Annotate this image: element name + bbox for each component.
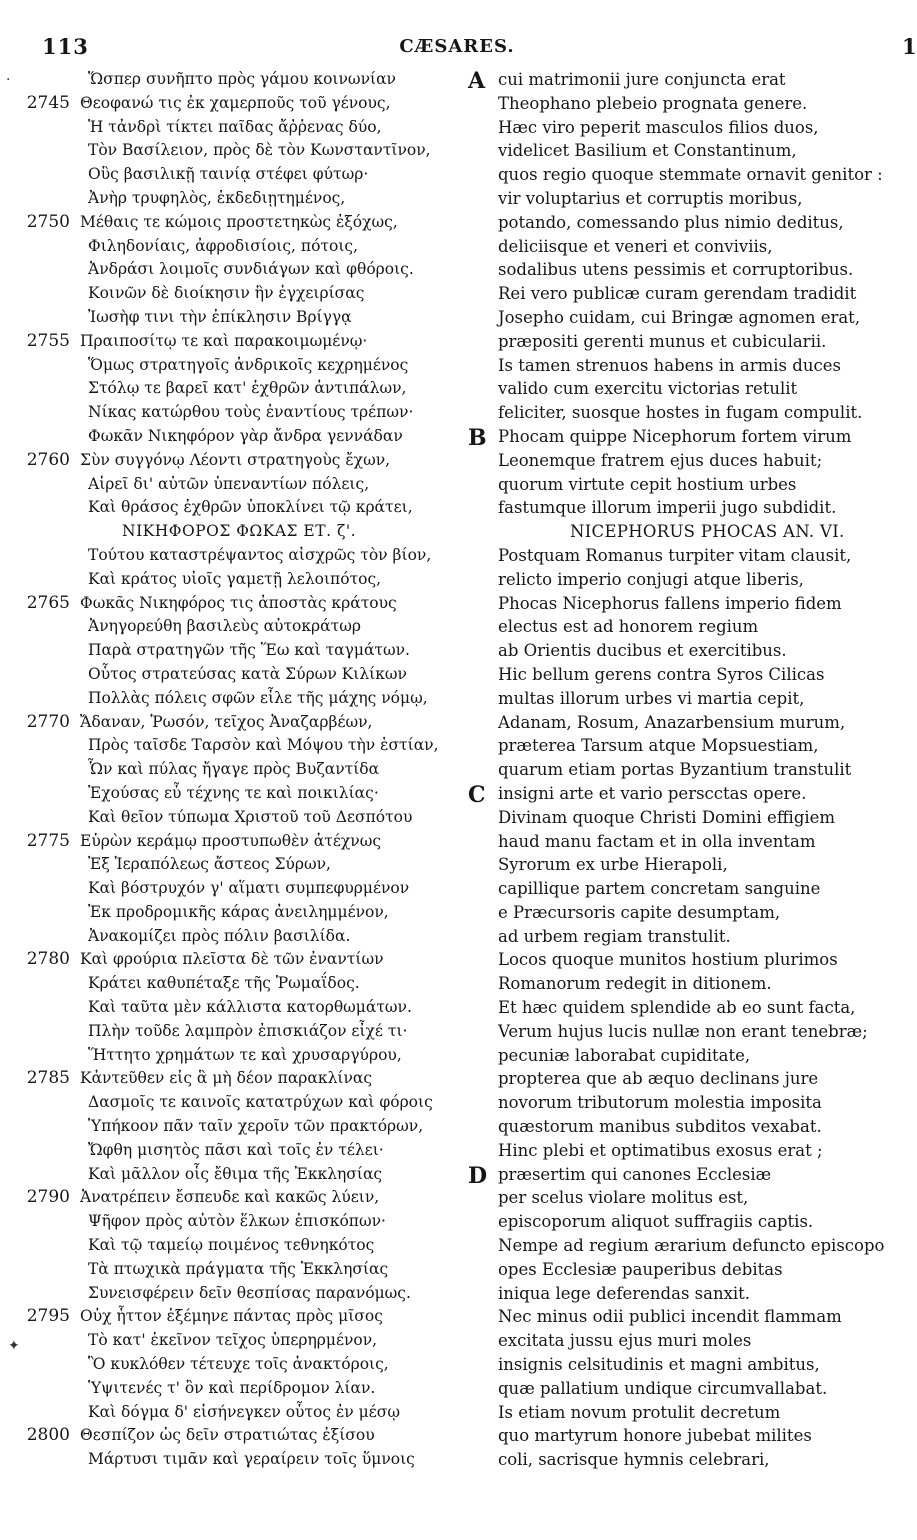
- latin-verse-text: ad urbem regiam transtulit.: [498, 926, 731, 946]
- greek-verse-text: Φωκᾶν Νικηφόρον γὰρ ἄνδρα γεννάδαν: [88, 426, 403, 445]
- latin-verse-line: [478, 972, 914, 996]
- latin-verse-text: Theophano plebeio prognata genere.: [498, 93, 808, 113]
- greek-verse-text: Φιληδονίαις, ἀφροδισίοις, πότοις,: [88, 236, 359, 255]
- latin-verse-line: [478, 258, 914, 282]
- section-letter: B: [468, 424, 487, 451]
- latin-verse-text: Divinam quoque Christi Domini effigiem: [498, 807, 836, 827]
- latin-verse-text: Nempe ad regium ærarium defuncto episcopo: [498, 1236, 885, 1256]
- greek-verse-text: Ἀνακομίζει πρὸς πόλιν βασιλίδα.: [88, 926, 351, 945]
- latin-verse-line: [468, 424, 914, 451]
- latin-verse-text: electus est ad honorem regium: [498, 617, 759, 637]
- greek-verse-line: [0, 830, 470, 854]
- latin-verse-text: potando, comessando plus nimio deditus,: [498, 212, 844, 232]
- greek-verse-line: [0, 1234, 470, 1258]
- latin-verse-line: [478, 377, 914, 401]
- latin-verse-text: sodalibus utens pessimis et corruptoribus.: [498, 260, 854, 280]
- latin-verse-line: [478, 1139, 914, 1163]
- latin-verse-text: multas illorum urbes vi martia cepit,: [498, 688, 805, 708]
- latin-verse-text: Is etiam novum protulit decretum: [498, 1402, 781, 1422]
- latin-verse-line: [478, 711, 914, 735]
- latin-verse-line: [478, 1186, 914, 1210]
- greek-verse-text: Ἀνδράσι λοιμοῖς συνδιάγων καὶ φθόροις.: [88, 260, 414, 279]
- latin-verse-text: cui matrimonii jure conjuncta erat: [498, 70, 786, 89]
- greek-verse-line: [0, 306, 470, 330]
- greek-verse-text: Καὶ θράσος ἐχθρῶν ὑποκλίνει τῷ κράτει,: [88, 498, 413, 517]
- greek-verse-line: [0, 1401, 470, 1425]
- latin-verse-line: [478, 853, 914, 877]
- verse-number: 2755: [26, 330, 70, 351]
- latin-verse-text: Verum hujus lucis nullæ non erant tenebræ;: [498, 1021, 868, 1041]
- latin-verse-line: [478, 615, 914, 639]
- latin-verse-line: [478, 1234, 914, 1258]
- latin-verse-text: quo martyrum honore jubebat milites: [498, 1426, 812, 1446]
- latin-verse-line: [478, 92, 914, 116]
- latin-verse-line: [478, 544, 914, 568]
- latin-verse-line: [478, 1282, 914, 1306]
- latin-verse-text: quarum etiam portas Byzantium transtulit: [498, 760, 852, 780]
- margin-mark: ·: [6, 72, 11, 88]
- greek-verse-text: Ὧν καὶ πύλας ἤγαγε πρὸς Βυζαντίδα: [88, 760, 380, 779]
- greek-verse-line: [0, 1329, 470, 1353]
- greek-verse-text: Ἀνηγορεύθη βασιλεὺς αὐτοκράτωρ: [88, 617, 361, 636]
- greek-verse-line: [0, 92, 470, 116]
- greek-verse-text: Καὶ φρούρια πλεῖστα δὲ τῶν ἐναντίων: [80, 950, 384, 969]
- greek-verse-text: Πραιποσίτῳ τε καὶ παρακοιμωμένῳ·: [80, 331, 368, 350]
- latin-verse-line: [468, 68, 914, 94]
- greek-verse-text: Ἐκ προδρομικῆς κάρας ἀνειλημμένον,: [88, 902, 389, 921]
- greek-verse-line: [0, 687, 470, 711]
- greek-verse-line: [0, 1377, 470, 1401]
- latin-verse-text: fastumque illorum imperii jugo subdidit.: [498, 498, 837, 518]
- greek-verse-text: Σὺν συγγόνῳ Λέοντι στρατηγοὺς ἔχων,: [80, 450, 391, 469]
- greek-verse-text: Ὑψιτενές τ' ὂν καὶ περίδρομον λίαν.: [88, 1378, 376, 1397]
- latin-verse-text: quorum virtute cepit hostium urbes: [498, 474, 797, 494]
- greek-verse-text: Καὶ ταῦτα μὲν κάλλιστα κατορθωμάτων.: [88, 998, 412, 1017]
- latin-verse-text: Hinc plebi et optimatibus exosus erat ;: [498, 1140, 823, 1160]
- latin-verse-line: [478, 520, 914, 544]
- greek-verse-text: Μάρτυσι τιμᾶν καὶ γεραίρειν τοῖς ὕμνοις: [88, 1450, 415, 1469]
- greek-verse-line: [0, 639, 470, 663]
- latin-verse-line: [468, 781, 914, 808]
- greek-verse-text: Ὑπήκοον πᾶν ταῖν χεροῖν τῶν πρακτόρων,: [88, 1117, 424, 1136]
- section-heading-latin: NICEPHORUS PHOCAS AN. VI.: [570, 522, 845, 542]
- latin-verse-text: deliciisque et veneri et conviviis,: [498, 236, 773, 256]
- section-letter: D: [468, 1162, 488, 1189]
- greek-verse-text: Ψῆφον πρὸς αὐτὸν ἕλκων ἐπισκόπων·: [88, 1212, 386, 1231]
- greek-verse-line: [0, 758, 470, 782]
- latin-verse-line: [478, 806, 914, 830]
- greek-verse-line: [0, 948, 470, 972]
- verse-number: 2750: [26, 211, 70, 232]
- latin-verse-line: [478, 639, 914, 663]
- greek-verse-line: [0, 711, 470, 735]
- greek-verse-line: [0, 116, 470, 140]
- greek-verse-text: Τὰ πτωχικὰ πράγματα τῆς Ἐκκλησίας: [88, 1259, 389, 1278]
- page-header: [0, 30, 917, 60]
- latin-verse-text: opes Ecclesiæ pauperibus debitas: [498, 1259, 783, 1279]
- latin-verse-text: e Præcursoris capite desumptam,: [498, 902, 781, 922]
- latin-verse-text: videlicet Basilium et Constantinum,: [498, 141, 797, 161]
- greek-verse-text: Στόλῳ τε βαρεῖ κατ' ἐχθρῶν ἀντιπάλων,: [88, 379, 407, 398]
- latin-verse-line: [478, 663, 914, 687]
- greek-verse-text: Ἄδαναν, Ῥωσόν, τεῖχος Ἀναζαρβέων,: [80, 712, 373, 731]
- latin-verse-line: [478, 996, 914, 1020]
- verse-number: 2790: [26, 1187, 70, 1208]
- latin-verse-line: [478, 330, 914, 354]
- latin-verse-text: excitata jussu ejus muri moles: [498, 1331, 752, 1351]
- greek-verse-line: [0, 330, 470, 354]
- latin-verse-line: [478, 1091, 914, 1115]
- greek-verse-text: Ἀνὴρ τρυφηλὸς, ἐκδεδιῃτημένος,: [88, 188, 346, 207]
- latin-verse-text: quæstorum manibus subditos vexabat.: [498, 1117, 822, 1137]
- greek-verse-line: [0, 211, 470, 235]
- latin-verse-text: Hæc viro peperit masculos filios duos,: [498, 117, 819, 137]
- latin-verse-line: [478, 1305, 914, 1329]
- greek-verse-text: Ὃ κυκλόθεν τέτευχε τοῖς ἀνακτόροις,: [88, 1355, 389, 1374]
- greek-verse-text: Τὸν Βασίλειον, πρὸς δὲ τὸν Κωνσταντῖνον,: [88, 141, 431, 160]
- greek-verse-line: [0, 877, 470, 901]
- latin-verse-text: iniqua lege deferendas sanxit.: [498, 1283, 751, 1303]
- latin-verse-text: Adanam, Rosum, Anazarbensium murum,: [498, 712, 846, 732]
- greek-verse-text: Ἐξ Ἱεραπόλεως ἄστεος Σύρων,: [88, 855, 331, 874]
- greek-verse-text: Ἡ τἀνδρὶ τίκτει παῖδας ἄῤῥενας δύο,: [88, 117, 382, 136]
- greek-verse-line: [0, 782, 470, 806]
- greek-verse-text: Πολλὰς πόλεις σφῶν εἷλε τῆς μάχης νόμῳ,: [88, 688, 428, 707]
- latin-verse-line: [478, 901, 914, 925]
- greek-verse-line: [0, 139, 470, 163]
- latin-verse-text: capillique partem concretam sanguine: [498, 879, 821, 899]
- greek-verse-line: [0, 663, 470, 687]
- greek-verse-text: Θεσπίζον ὡς δεῖν στρατιώτας ἐξίσου: [80, 1426, 375, 1445]
- verse-number: 2760: [26, 449, 70, 470]
- greek-verse-line: [0, 1163, 470, 1187]
- latin-verse-line: [478, 830, 914, 854]
- greek-verse-line: [0, 996, 470, 1020]
- greek-verse-text: Κἀντεῦθεν εἰς ἃ μὴ δέον παρακλίνας: [80, 1069, 373, 1088]
- greek-verse-line: [0, 235, 470, 259]
- latin-verse-line: [478, 449, 914, 473]
- edge-mark: 1: [902, 34, 917, 59]
- greek-verse-line: [0, 615, 470, 639]
- latin-verse-line: [478, 758, 914, 782]
- latin-verse-line: [478, 1067, 914, 1091]
- latin-verse-line: [478, 282, 914, 306]
- greek-verse-line: [0, 1091, 470, 1115]
- greek-verse-text: Θεοφανώ τις ἐκ χαμερποῦς τοῦ γένους,: [80, 93, 391, 112]
- latin-verse-line: [478, 1329, 914, 1353]
- latin-text-column: [468, 68, 914, 1472]
- greek-verse-line: [0, 1186, 470, 1210]
- latin-verse-text: Syrorum ex urbe Hierapoli,: [498, 855, 728, 875]
- greek-verse-line: [0, 1139, 470, 1163]
- greek-verse-line: [0, 520, 470, 544]
- latin-verse-text: propterea que ab æquo declinans jure: [498, 1069, 819, 1089]
- latin-verse-line: [478, 1353, 914, 1377]
- greek-verse-line: [0, 1210, 470, 1234]
- greek-verse-line: [0, 449, 470, 473]
- latin-verse-text: quæ pallatium undique circumvallabat.: [498, 1378, 828, 1398]
- latin-verse-text: Is tamen strenuos habens in armis duces: [498, 355, 841, 375]
- greek-verse-line: [0, 425, 470, 449]
- greek-verse-line: [0, 258, 470, 282]
- greek-verse-text: Ἐχούσας εὖ τέχνης τε καὶ ποικιλίας·: [88, 783, 379, 802]
- latin-verse-text: Postquam Romanus turpiter vitam clausit,: [498, 545, 852, 565]
- verse-number: 2795: [26, 1306, 70, 1327]
- latin-verse-line: [478, 1424, 914, 1448]
- latin-verse-line: [478, 401, 914, 425]
- greek-verse-line: [0, 544, 470, 568]
- greek-verse-text: Παρὰ στρατηγῶν τῆς Ἕω καὶ ταγμάτων.: [88, 641, 410, 660]
- greek-verse-line: [0, 163, 470, 187]
- greek-verse-text: Ὤφθη μισητὸς πᾶσι καὶ τοῖς ἐν τέλει·: [88, 1140, 384, 1159]
- running-title: CÆSARES.: [399, 36, 515, 57]
- latin-verse-line: [478, 473, 914, 497]
- greek-verse-line: [0, 1282, 470, 1306]
- greek-verse-text: Οὐχ ἧττον ἐξέμηνε πάντας πρὸς μῖσος: [80, 1307, 383, 1326]
- greek-verse-text: Νίκας κατώρθου τοὺς ἐναντίους τρέπων·: [88, 403, 414, 422]
- greek-verse-text: Τὸ κατ' ἐκεῖνον τεῖχος ὑπερηρμένον,: [88, 1331, 378, 1350]
- margin-mark: ✦: [8, 1338, 20, 1354]
- latin-verse-text: per scelus violare molitus est,: [498, 1188, 749, 1208]
- latin-verse-line: [478, 925, 914, 949]
- latin-verse-text: Phocas Nicephorus fallens imperio fidem: [498, 593, 842, 613]
- latin-verse-text: novorum tributorum molestia imposita: [498, 1093, 822, 1113]
- greek-verse-text: Οὓς βασιλικῇ ταινίᾳ στέφει φύτωρ·: [88, 165, 369, 184]
- greek-verse-line: [0, 592, 470, 616]
- greek-verse-text: Ὅμως στρατηγοῖς ἀνδρικοῖς κεχρημένος: [88, 355, 409, 374]
- verse-number: 2785: [26, 1068, 70, 1089]
- latin-verse-line: [478, 1448, 914, 1472]
- greek-verse-text: Ὥσπερ συνῆπτο πρὸς γάμου κοινωνίαν: [88, 70, 396, 88]
- latin-verse-text: coli, sacrisque hymnis celebrari,: [498, 1450, 770, 1470]
- greek-verse-line: [0, 1353, 470, 1377]
- latin-verse-text: Josepho cuidam, cui Bringæ agnomen erat,: [498, 307, 861, 327]
- greek-verse-text: Καὶ θεῖον τύπωμα Χριστοῦ τοῦ Δεσπότου: [88, 807, 413, 826]
- latin-verse-text: insigni arte et vario perscctas opere.: [498, 783, 807, 803]
- latin-verse-line: [478, 187, 914, 211]
- greek-verse-line: [0, 1258, 470, 1282]
- greek-verse-line: [0, 1115, 470, 1139]
- greek-verse-line: [0, 972, 470, 996]
- section-heading-greek: ΝΙΚΗΦΟΡΟΣ ΦΩΚΑΣ ΕΤ. ζ'.: [122, 522, 357, 541]
- latin-verse-text: Romanorum redegit in ditionem.: [498, 974, 772, 994]
- latin-verse-line: [478, 1210, 914, 1234]
- verse-number: 2770: [26, 711, 70, 732]
- latin-verse-text: ab Orientis ducibus et exercitibus.: [498, 641, 787, 661]
- greek-verse-text: Καὶ βόστρυχόν γ' αἵματι συμπεφυρμένον: [88, 879, 410, 898]
- latin-verse-line: [468, 1162, 914, 1189]
- latin-verse-line: [478, 1377, 914, 1401]
- greek-verse-line: [0, 187, 470, 211]
- latin-verse-line: [478, 948, 914, 972]
- latin-verse-text: pecuniæ laborabat cupiditate,: [498, 1045, 751, 1065]
- greek-verse-text: Καὶ κράτος υἱοῖς γαμετῇ λελοιπότος,: [88, 569, 382, 588]
- greek-verse-text: Τούτου καταστρέψαντος αἰσχρῶς τὸν βίον,: [88, 545, 432, 564]
- latin-verse-text: Nec minus odii publici incendit flammam: [498, 1307, 842, 1327]
- latin-verse-text: præsertim qui canones Ecclesiæ: [498, 1164, 772, 1184]
- latin-verse-line: [478, 734, 914, 758]
- greek-verse-line: [0, 401, 470, 425]
- greek-verse-text: Καὶ μᾶλλον οἷς ἔθιμα τῆς Ἐκκλησίας: [88, 1164, 383, 1183]
- latin-verse-line: [478, 163, 914, 187]
- greek-verse-line: [0, 1424, 470, 1448]
- greek-verse-line: [0, 901, 470, 925]
- greek-text-column: [0, 68, 470, 1472]
- latin-verse-line: [478, 139, 914, 163]
- greek-verse-line: [0, 734, 470, 758]
- latin-verse-line: [478, 1401, 914, 1425]
- latin-verse-text: vir voluptarius et corruptis moribus,: [498, 188, 803, 208]
- greek-verse-text: Ἀνατρέπειν ἔσπευδε καὶ κακῶς λύειν,: [80, 1188, 380, 1207]
- greek-verse-line: [0, 354, 470, 378]
- verse-number: 2745: [26, 92, 70, 113]
- latin-verse-line: [478, 592, 914, 616]
- latin-verse-text: episcoporum aliquot suffragiis captis.: [498, 1212, 814, 1232]
- greek-verse-line: [0, 377, 470, 401]
- page-number: 113: [42, 34, 89, 59]
- greek-verse-line: [0, 68, 470, 92]
- greek-verse-text: Φωκᾶς Νικηφόρος τις ἀποστὰς κράτους: [80, 593, 397, 612]
- greek-verse-text: Καὶ δόγμα δ' εἰσήνεγκεν οὗτος ἐν μέσῳ: [88, 1402, 400, 1421]
- latin-verse-text: valido cum exercitu victorias retulit: [498, 379, 798, 399]
- greek-verse-line: [0, 1020, 470, 1044]
- section-letter: C: [468, 781, 486, 808]
- greek-verse-line: [0, 853, 470, 877]
- greek-verse-line: [0, 1067, 470, 1091]
- latin-verse-text: relicto imperio conjugi atque liberis,: [498, 569, 804, 589]
- greek-verse-text: Οὗτος στρατεύσας κατὰ Σύρων Κιλίκων: [88, 664, 407, 683]
- latin-verse-line: [478, 687, 914, 711]
- latin-verse-line: [478, 1020, 914, 1044]
- greek-verse-text: Ἰωσὴφ τινι τὴν ἐπίκλησιν Βρίγγᾳ: [88, 307, 352, 326]
- greek-verse-line: [0, 1305, 470, 1329]
- greek-verse-text: Συνεισφέρειν δεῖν θεσπίσας παρανόμως.: [88, 1283, 411, 1302]
- latin-verse-text: Locos quoque munitos hostium plurimos: [498, 950, 838, 970]
- greek-verse-text: Κοινῶν δὲ διοίκησιν ἣν ἐγχειρίσας: [88, 284, 365, 303]
- latin-verse-line: [478, 1258, 914, 1282]
- greek-verse-text: Εὑρὼν κεράμῳ προστυπωθὲν ἀτέχνως: [80, 831, 382, 850]
- latin-verse-line: [478, 1044, 914, 1068]
- greek-verse-line: [0, 925, 470, 949]
- greek-verse-text: Ἥττητο χρημάτων τε καὶ χρυσαργύρου,: [88, 1045, 402, 1064]
- verse-number: 2775: [26, 830, 70, 851]
- latin-verse-line: [478, 235, 914, 259]
- latin-verse-text: quos regio quoque stemmate ornavit genitor :: [498, 165, 883, 185]
- latin-verse-text: feliciter, suosque hostes in fugam compulit.: [498, 403, 863, 423]
- latin-verse-text: Leonemque fratrem ejus duces habuit;: [498, 450, 823, 470]
- section-letter: A: [468, 68, 486, 94]
- latin-verse-line: [478, 496, 914, 520]
- latin-verse-line: [478, 1115, 914, 1139]
- latin-verse-line: [478, 354, 914, 378]
- verse-number: 2765: [26, 592, 70, 613]
- greek-verse-text: Αἱρεῖ δι' αὐτῶν ὑπεναντίων πόλεις,: [88, 474, 370, 493]
- greek-verse-text: Καὶ τῷ ταμείῳ ποιμένος τεθνηκότος: [88, 1236, 375, 1255]
- latin-verse-text: Et hæc quidem splendide ab eo sunt facta,: [498, 998, 856, 1018]
- greek-verse-text: Πλὴν τοῦδε λαμπρὸν ἐπισκιάζον εἶχέ τι·: [88, 1021, 408, 1040]
- latin-verse-text: præterea Tarsum atque Mopsuestiam,: [498, 736, 819, 756]
- latin-verse-text: Rei vero publicæ curam gerendam tradidit: [498, 284, 857, 304]
- verse-number: 2780: [26, 949, 70, 970]
- latin-verse-text: præpositi gerenti munus et cubicularii.: [498, 331, 827, 351]
- greek-verse-line: [0, 282, 470, 306]
- latin-verse-line: [478, 306, 914, 330]
- latin-verse-line: [478, 568, 914, 592]
- latin-verse-text: Hic bellum gerens contra Syros Cilicas: [498, 664, 825, 684]
- greek-verse-text: Πρὸς ταῖσδε Ταρσὸν καὶ Μόψου τὴν ἑστίαν,: [88, 736, 439, 755]
- greek-verse-line: [0, 1448, 470, 1472]
- latin-verse-text: insignis celsitudinis et magni ambitus,: [498, 1355, 820, 1375]
- greek-verse-text: Κράτει καθυπέταξε τῆς Ῥωμαΐδος.: [88, 974, 360, 993]
- greek-verse-text: Δασμοῖς τε καινοῖς κατατρύχων καὶ φόροις: [88, 1093, 433, 1112]
- latin-verse-line: [478, 116, 914, 140]
- greek-verse-line: [0, 1044, 470, 1068]
- greek-verse-line: [0, 806, 470, 830]
- latin-verse-line: [478, 211, 914, 235]
- latin-verse-text: haud manu factam et in olla inventam: [498, 831, 816, 851]
- greek-verse-text: Μέθαις τε κώμοις προστετηκὼς ἐξόχως,: [80, 212, 398, 231]
- greek-verse-line: [0, 496, 470, 520]
- verse-number: 2800: [26, 1425, 70, 1446]
- latin-verse-line: [478, 877, 914, 901]
- latin-verse-text: Phocam quippe Nicephorum fortem virum: [498, 426, 852, 446]
- greek-verse-line: [0, 473, 470, 497]
- greek-verse-line: [0, 568, 470, 592]
